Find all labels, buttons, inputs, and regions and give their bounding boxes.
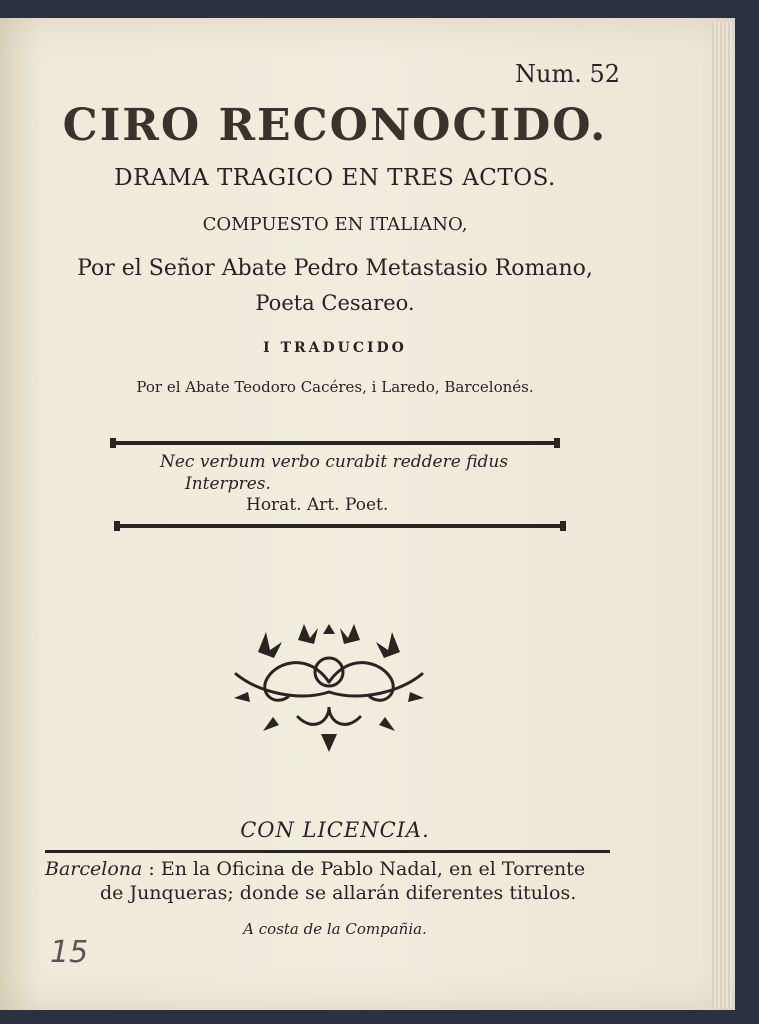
issue-number: Num. 52: [515, 60, 621, 88]
imprint-line-2: de Junqueras; donde se allarán diferentes titulos.: [100, 882, 577, 904]
author-title: Poeta Cesareo.: [255, 291, 415, 315]
top-rule: [112, 441, 558, 445]
printers-ornament-icon: [228, 622, 430, 754]
epigraph-line-2: Interpres.: [185, 474, 271, 494]
translated-label: I TRADUCIDO: [263, 340, 407, 356]
license-line: CON LICENCIA.: [240, 818, 430, 842]
author-line: Por el Señor Abate Pedro Metastasio Romano,: [77, 256, 593, 281]
handwritten-mark: 15: [50, 935, 89, 970]
imprint-rule: [45, 850, 610, 853]
translator-line: Por el Abate Teodoro Cacéres, i Laredo, Barcelonés.: [136, 378, 534, 396]
play-subtitle: DRAMA TRAGICO EN TRES ACTOS.: [114, 165, 556, 191]
play-title: CIRO RECONOCIDO.: [62, 100, 608, 151]
cost-note: A costa de la Compañia.: [243, 920, 427, 938]
epigraph-source: Horat. Art. Poet.: [246, 495, 389, 515]
page-edges: [712, 22, 732, 1008]
imprint-line-1: [45, 858, 585, 880]
bottom-rule: [116, 524, 564, 528]
imprint-line-1-text: : En la Oficina de Pablo Nadal, en el Torrente: [148, 858, 586, 880]
imprint-place: Barcelona: [45, 858, 143, 880]
epigraph-line-1: Nec verbum verbo curabit reddere fidus: [160, 452, 509, 472]
composed-line: COMPUESTO EN ITALIANO,: [202, 214, 468, 235]
